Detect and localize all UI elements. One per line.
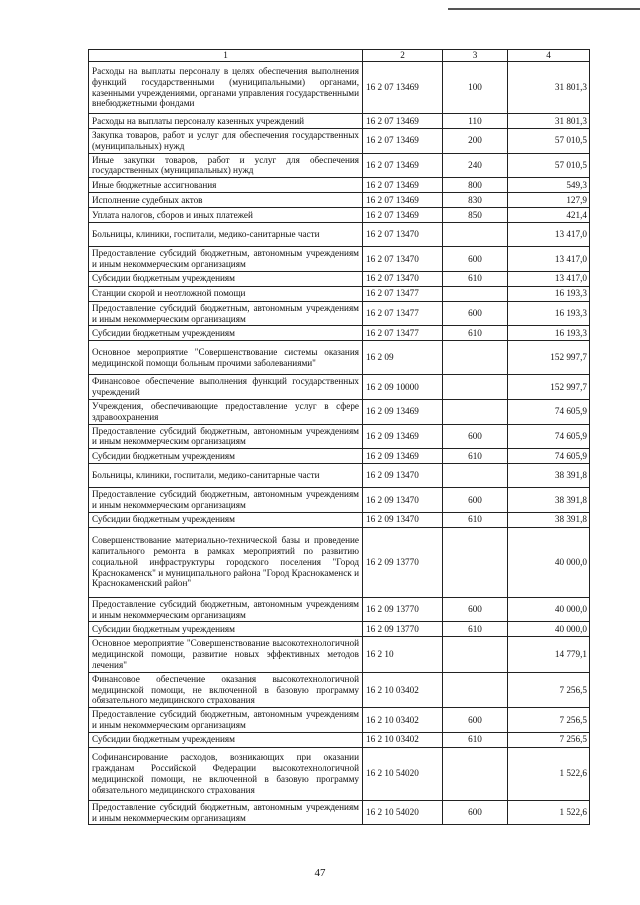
row-name: Иные закупки товаров, работ и услуг для обеспечения государственных (муниципальных) нужд (89, 153, 363, 178)
row-name: Закупка товаров, работ и услуг для обеспечения государственных (муниципальных) нужд (89, 129, 363, 154)
table-row (89, 326, 590, 341)
table-row (89, 62, 590, 114)
row-name: Расходы на выплаты персоналу казенных учреждений (89, 114, 363, 129)
row-expense-type: 600 (443, 301, 508, 326)
page-number: 47 (314, 867, 326, 879)
row-name: Предоставление субсидий бюджетным, автономным учреждениям и иным некоммерческим организациям (89, 800, 363, 825)
row-expense-type (443, 286, 508, 301)
row-name: Расходы на выплаты персоналу в целях обеспечения выполнения функций государственными (муниципальными) органами, казенными учреждениями, органами управления государственными внебюджетными фондами (89, 62, 363, 114)
row-amount: 16 193,3 (508, 326, 590, 341)
row-name: Больницы, клиники, госпитали, медико-санитарные части (89, 464, 363, 488)
table-row (89, 193, 590, 208)
row-name: Финансовое обеспечение выполнения функций государственных учреждений (89, 375, 363, 400)
row-code: 16 2 07 13469 (363, 193, 443, 208)
row-amount: 38 391,8 (508, 464, 590, 488)
row-expense-type (443, 399, 508, 424)
row-code: 16 2 07 13477 (363, 286, 443, 301)
row-expense-type: 600 (443, 247, 508, 272)
row-expense-type: 600 (443, 597, 508, 622)
row-amount: 16 193,3 (508, 286, 590, 301)
row-name: Основное мероприятие "Совершенствование высокотехнологичной медицинской помощи, развитие новых эффективных методов лечения" (89, 637, 363, 672)
row-amount: 421,4 (508, 208, 590, 223)
row-expense-type: 600 (443, 488, 508, 513)
row-amount: 31 801,3 (508, 114, 590, 129)
row-name: Исполнение судебных актов (89, 193, 363, 208)
row-code: 16 2 10 03402 (363, 708, 443, 733)
budget-table-body (89, 50, 590, 825)
table-row (89, 637, 590, 672)
budget-table (88, 49, 590, 825)
row-expense-type (443, 341, 508, 375)
row-expense-type (443, 747, 508, 800)
table-row (89, 708, 590, 733)
row-expense-type (443, 223, 508, 247)
row-expense-type (443, 464, 508, 488)
row-amount: 74 605,9 (508, 399, 590, 424)
row-amount: 14 779,1 (508, 637, 590, 672)
table-row (89, 375, 590, 400)
row-expense-type: 800 (443, 178, 508, 193)
row-name: Иные бюджетные ассигнования (89, 178, 363, 193)
table-row (89, 732, 590, 747)
row-code: 16 2 07 13469 (363, 178, 443, 193)
row-name: Субсидии бюджетным учреждениям (89, 326, 363, 341)
row-expense-type: 610 (443, 449, 508, 464)
row-amount: 57 010,5 (508, 153, 590, 178)
row-expense-type: 600 (443, 800, 508, 825)
column-number-1: 1 (89, 50, 363, 62)
row-amount: 7 256,5 (508, 732, 590, 747)
row-amount: 16 193,3 (508, 301, 590, 326)
table-row (89, 622, 590, 637)
row-expense-type: 610 (443, 271, 508, 286)
row-code: 16 2 07 13477 (363, 326, 443, 341)
table-row (89, 286, 590, 301)
row-amount: 31 801,3 (508, 62, 590, 114)
row-expense-type (443, 527, 508, 597)
table-row (89, 449, 590, 464)
table-row (89, 747, 590, 800)
row-name: Учреждения, обеспечивающие предоставление услуг в сфере здравоохранения (89, 399, 363, 424)
row-expense-type: 830 (443, 193, 508, 208)
table-row (89, 464, 590, 488)
row-code: 16 2 10 54020 (363, 747, 443, 800)
row-code: 16 2 09 13770 (363, 597, 443, 622)
row-name: Предоставление субсидий бюджетным, автономным учреждениям и иным некоммерческим организациям (89, 247, 363, 272)
top-edge-rule (448, 8, 640, 10)
row-code: 16 2 07 13470 (363, 271, 443, 286)
row-expense-type: 610 (443, 732, 508, 747)
row-amount: 127,9 (508, 193, 590, 208)
row-expense-type: 610 (443, 512, 508, 527)
row-code: 16 2 10 03402 (363, 672, 443, 707)
row-name: Предоставление субсидий бюджетным, автономным учреждениям и иным некоммерческим организациям (89, 301, 363, 326)
row-amount: 40 000,0 (508, 597, 590, 622)
row-amount: 13 417,0 (508, 247, 590, 272)
row-code: 16 2 07 13470 (363, 247, 443, 272)
row-expense-type: 110 (443, 114, 508, 129)
row-amount: 1 522,6 (508, 747, 590, 800)
row-expense-type: 610 (443, 622, 508, 637)
row-code: 16 2 09 13470 (363, 464, 443, 488)
table-row (89, 178, 590, 193)
row-code: 16 2 09 10000 (363, 375, 443, 400)
row-expense-type: 240 (443, 153, 508, 178)
column-number-2: 2 (363, 50, 443, 62)
row-expense-type: 200 (443, 129, 508, 154)
row-amount: 57 010,5 (508, 129, 590, 154)
table-row (89, 208, 590, 223)
row-code: 16 2 09 13770 (363, 622, 443, 637)
row-code: 16 2 10 (363, 637, 443, 672)
table-row (89, 527, 590, 597)
row-amount: 38 391,8 (508, 488, 590, 513)
row-amount: 38 391,8 (508, 512, 590, 527)
row-amount: 7 256,5 (508, 672, 590, 707)
row-amount: 152 997,7 (508, 341, 590, 375)
row-expense-type: 600 (443, 708, 508, 733)
row-amount: 40 000,0 (508, 527, 590, 597)
row-name: Субсидии бюджетным учреждениям (89, 732, 363, 747)
row-code: 16 2 09 13469 (363, 449, 443, 464)
row-name: Основное мероприятие "Совершенствование системы оказания медицинской помощи больным прочими заболеваниями" (89, 341, 363, 375)
row-code: 16 2 10 03402 (363, 732, 443, 747)
row-name: Совершенствование материально-технической базы и проведение капитального ремонта в рамках мероприятий по развитию социальной инфраструктуры городского поселения "Город Краснокаменск" и муниципального района "Город Краснокаменск и Краснокаменский район" (89, 527, 363, 597)
column-number-row (89, 50, 590, 62)
row-amount: 1 522,6 (508, 800, 590, 825)
row-expense-type: 850 (443, 208, 508, 223)
row-expense-type (443, 637, 508, 672)
row-code: 16 2 07 13470 (363, 223, 443, 247)
row-amount: 7 256,5 (508, 708, 590, 733)
row-code: 16 2 09 (363, 341, 443, 375)
row-name: Уплата налогов, сборов и иных платежей (89, 208, 363, 223)
table-row (89, 512, 590, 527)
row-amount: 74 605,9 (508, 424, 590, 449)
row-code: 16 2 09 13469 (363, 424, 443, 449)
row-name: Предоставление субсидий бюджетным, автономным учреждениям и иным некоммерческим организациям (89, 488, 363, 513)
row-code: 16 2 09 13470 (363, 512, 443, 527)
row-expense-type (443, 672, 508, 707)
row-name: Предоставление субсидий бюджетным, автономным учреждениям и иным некоммерческим организациям (89, 597, 363, 622)
row-code: 16 2 09 13470 (363, 488, 443, 513)
table-row (89, 800, 590, 825)
row-code: 16 2 07 13469 (363, 153, 443, 178)
table-row (89, 271, 590, 286)
table-row (89, 129, 590, 154)
table-row (89, 223, 590, 247)
row-code: 16 2 09 13469 (363, 399, 443, 424)
row-code: 16 2 07 13469 (363, 114, 443, 129)
table-row (89, 424, 590, 449)
column-number-4: 4 (508, 50, 590, 62)
row-name: Субсидии бюджетным учреждениям (89, 271, 363, 286)
table-row (89, 114, 590, 129)
row-expense-type: 600 (443, 424, 508, 449)
row-amount: 40 000,0 (508, 622, 590, 637)
row-amount: 13 417,0 (508, 223, 590, 247)
column-number-3: 3 (443, 50, 508, 62)
table-row (89, 341, 590, 375)
row-name: Предоставление субсидий бюджетным, автономным учреждениям и иным некоммерческим организациям (89, 424, 363, 449)
row-name: Станции скорой и неотложной помощи (89, 286, 363, 301)
row-amount: 152 997,7 (508, 375, 590, 400)
row-code: 16 2 09 13770 (363, 527, 443, 597)
row-name: Предоставление субсидий бюджетным, автономным учреждениям и иным некоммерческим организациям (89, 708, 363, 733)
table-row (89, 597, 590, 622)
row-code: 16 2 07 13469 (363, 129, 443, 154)
row-code: 16 2 07 13469 (363, 62, 443, 114)
row-name: Больницы, клиники, госпитали, медико-санитарные части (89, 223, 363, 247)
row-amount: 549,3 (508, 178, 590, 193)
row-expense-type (443, 375, 508, 400)
row-name: Субсидии бюджетным учреждениям (89, 512, 363, 527)
row-name: Субсидии бюджетным учреждениям (89, 449, 363, 464)
table-row (89, 301, 590, 326)
row-amount: 13 417,0 (508, 271, 590, 286)
table-row (89, 153, 590, 178)
row-code: 16 2 07 13469 (363, 208, 443, 223)
row-amount: 74 605,9 (508, 449, 590, 464)
table-row (89, 488, 590, 513)
row-expense-type: 100 (443, 62, 508, 114)
row-name: Субсидии бюджетным учреждениям (89, 622, 363, 637)
row-code: 16 2 07 13477 (363, 301, 443, 326)
row-name: Финансовое обеспечение оказания высокотехнологичной медицинской помощи, не включенной в базовую программу обязательного медицинского страхования (89, 672, 363, 707)
table-row (89, 672, 590, 707)
table-row (89, 399, 590, 424)
row-name: Софинансирование расходов, возникающих при оказании гражданам Российской Федерации высокотехнологичной медицинской помощи, не включенной в базовую программу обязательного медицинского страхования (89, 747, 363, 800)
table-row (89, 247, 590, 272)
row-expense-type: 610 (443, 326, 508, 341)
row-code: 16 2 10 54020 (363, 800, 443, 825)
